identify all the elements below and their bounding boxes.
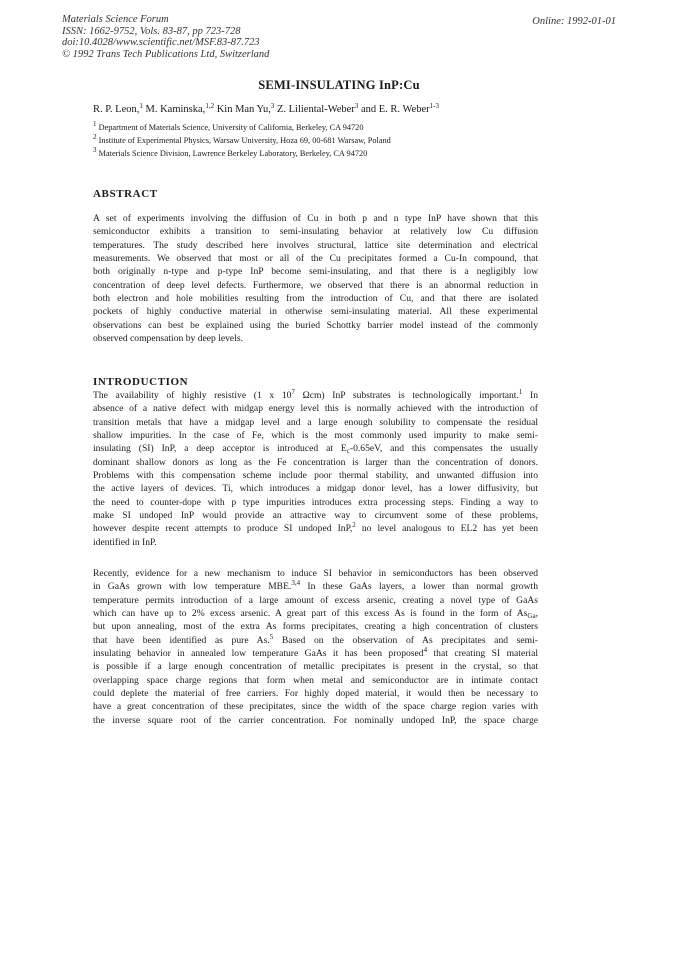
text-line: which can have up to 2% excess arsenic. A great part of this excess As is found in the form of $As_{Ga}$,: [93, 608, 538, 621]
text-line: insulating behavior in annealed low temperature GaAs it has been proposed$^4$ that creating SI material: [93, 646, 539, 660]
abstract-paragraph: [93, 212, 538, 345]
text-line: but upon annealing, most of the extra As forms precipitates, creating a high concentration of clusters: [93, 621, 538, 633]
introduction-paragraph-2: [93, 567, 538, 727]
affiliation-number: 1: [93, 120, 97, 128]
text-line: Problems with this compensation scheme include poor thermal stability, and unwanted diffusion into: [93, 470, 538, 482]
text-line: Recently, evidence for a new mechanism to induce SI behavior in semiconductors has been observed: [93, 568, 538, 579]
text-line: concentration of deep level defects. Furthermore, we observed that there is an abnormal reduction in: [93, 279, 538, 291]
issn-line: ISSN: 1662-9752, Vols. 83-87, pp 723-728: [62, 25, 241, 37]
text-line: the active layers of devices. Ti, which introduces a midgap donor level, has a lower diffusivity, but: [93, 483, 538, 495]
text-line: have a great concentration of these precipitates, since the width of the space charge region varies with: [93, 701, 538, 713]
affiliation-number: 3: [93, 146, 97, 154]
journal-name: Materials Science Forum: [62, 14, 169, 25]
text-line: insulating (SI) InP, a deep acceptor is introduced at $E_c-0.65eV$, and this compensates the usually: [93, 443, 538, 456]
text-line: both electron and hole mobilities resulting from the introduction of Cu, and that there are isolated: [93, 293, 538, 305]
introduction-heading: INTRODUCTION: [93, 376, 189, 388]
author-affil-mark: 1,2: [205, 102, 215, 110]
text-line: could deplete the material of free carriers. For highly doped material, it would then be necessary to: [93, 688, 538, 700]
author-name: and E. R. Weber: [358, 104, 430, 115]
author-affil-mark: 3: [354, 102, 359, 110]
citation-header: [62, 14, 269, 60]
text-line: the inverse square root of the carrier concentration. For nominally undoped InP, the space charge: [93, 714, 538, 726]
text-line: in GaAs grown with low temperature MBE.$^{3,4}$ In these GaAs layers, a lower than normal growth: [93, 579, 538, 593]
abstract-heading: ABSTRACT: [93, 188, 158, 200]
text-line: The availability of highly resistive (1 x $10^7$ Ωcm) InP substrates is technologically important.$^1$ In: [93, 388, 538, 401]
text-line: temperature permits introduction of a large amount of excess arsenic, creating a novel type of GaAs: [93, 594, 538, 606]
online-date: Online: 1992-01-01: [532, 16, 616, 27]
text-line: semiconductor exhibits a transition to semi-insulating behavior at relatively low Cu diffusion: [93, 226, 538, 238]
author-affil-mark: 1-3: [429, 102, 439, 110]
author-name: Z. Liliental-Weber: [274, 104, 355, 115]
author-name: Kin Man Yu,: [214, 104, 271, 115]
affiliation-item: [93, 134, 391, 147]
author-affil-mark: 3: [270, 102, 275, 110]
affiliation-list: [93, 121, 391, 160]
affiliation-item: [93, 121, 391, 134]
text-line: overlapping space charge regions that form when metal and semiconductor are in intimate contact: [93, 674, 538, 686]
text-line: observations can best be explained using the buried Schottky barrier model instead of the commonly: [93, 319, 538, 331]
author-affil-mark: 1: [139, 102, 143, 110]
text-line: however despite recent attempts to produce SI undoped InP,$^2$ no level analogous to EL2 has yet been: [93, 521, 538, 535]
doi-line: doi:10.4028/www.scientific.net/MSF.83-87.723: [62, 37, 260, 48]
text-line: transition metals that have a midgap level and a large enough solubility to compensate the residual: [93, 416, 538, 428]
affiliation-item: [93, 147, 391, 160]
introduction-paragraph-1: [93, 389, 538, 549]
affiliation-number: 2: [93, 133, 97, 141]
text-line: is possible if a large enough concentration of metallic precipitates is present in the crystal, so that: [93, 661, 538, 673]
text-line: make SI undoped InP would provide an attractive way to circumvent some of these problems,: [93, 510, 538, 522]
text-line: the need to counter-dope with p type impurities introduces extra processing steps. Finding a way to: [93, 496, 538, 508]
author-list: [93, 104, 439, 115]
text-line: pockets of highly conductive material in otherwise semi-insulating material. All these experimental: [93, 306, 538, 318]
author-name: M. Kaminska,: [142, 104, 206, 115]
text-line: that have been identified as pure As.$^5$ Based on the observation of As precipitates and semi-: [93, 632, 538, 646]
text-line: identified in InP.: [93, 536, 157, 548]
text-line: temperatures. The study described here involves structural, lattice site determination and electrical: [93, 239, 538, 251]
text-line: dominant shallow donors as long as the Fe concentration is larger than the concentration of donors.: [93, 456, 538, 468]
copyright-line: © 1992 Trans Tech Publications Ltd, Switzerland: [62, 48, 270, 60]
text-line: shallow impurities. In the case of Fe, which is the most commonly used impurity to make semi-: [93, 430, 538, 442]
text-line: A set of experiments involving the diffusion of Cu in both p and n type InP have shown that this: [93, 213, 538, 224]
text-line: absence of a native defect with midgap energy level this is normally achieved with the introduction of: [93, 403, 538, 415]
text-line: both originally n-type and p-type InP become semi-insulating, and that there is a negligibly low: [93, 266, 538, 278]
text-line: measurements. We observed that most or all of the Cu precipitates formed a Cu-In compound, that: [93, 253, 538, 265]
paper-title: SEMI-INSULATING InP:Cu: [258, 78, 420, 92]
affiliation-text: Materials Science Division, Lawrence Berkeley Laboratory, Berkeley, CA 94720: [96, 149, 368, 158]
text-line: observed compensation by deep levels.: [93, 333, 243, 345]
affiliation-text: Institute of Experimental Physics, Warsaw University, Hoza 69, 00-681 Warsaw, Poland: [96, 136, 391, 145]
author-name: R. P. Leon,: [93, 104, 140, 115]
affiliation-text: Department of Materials Science, University of California, Berkeley, CA 94720: [96, 123, 364, 132]
